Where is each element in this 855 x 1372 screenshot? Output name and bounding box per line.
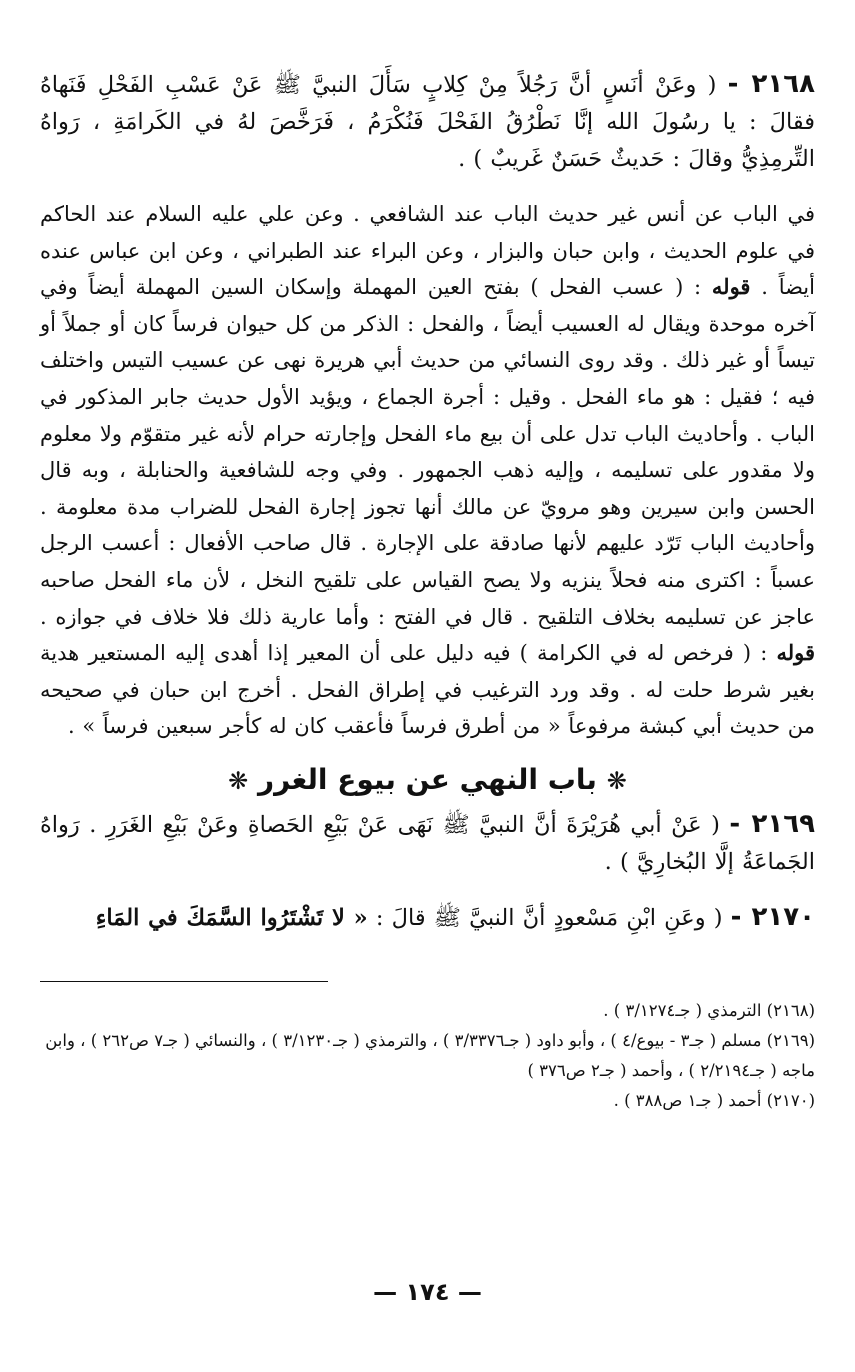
chapter-heading [40, 763, 815, 796]
commentary-text: : ( فرخص له في الكرامة ) فيه دليل على أن المعير إذا أهدى إليه المستعير هدية بغير شرط حلت له . وقد ورد الترغيب في إطراق الفحل . أخرج ابن حبان في صحيحه من حديث أبي كبشة مرفوعاً « من أطرق فرساً فأعقب كان له كأجر سبعين فرساً » . [40, 641, 815, 739]
hadith-text: ( وعَنِ ابْنِ مَسْعودٍ أنَّ النبيَّ ﷺ قالَ : [375, 904, 723, 931]
footnote-2168: (٢١٦٨) الترمذي ( جـ٣/١٢٧٤ ) . [603, 1000, 815, 1020]
hadith-2169 [40, 806, 815, 881]
qawluh-label: قوله [711, 274, 751, 300]
hadith-number: ٢١٦٩ - [729, 808, 816, 839]
hadith-2168 [40, 66, 815, 178]
footnote-2170: (٢١٧٠) أحمد ( جـ١ ص٣٨٨ ) . [613, 1090, 815, 1110]
hadith-text: ( وعَنْ أنَسٍ أنَّ رَجُلاً مِنْ كِلابٍ سَأَلَ النبيَّ ﷺ عَنْ عَسْبِ الفَحْلِ فَنَهاهُ فقالَ : يا رسُولَ الله إنَّا نَطْرُقُ الفَحْلَ فَنُكْرَمُ ، فَرَخَّصَ لهُ في الكَرامَةِ ، رَواهُ التِّرمِذِيُّ وقالَ : حَديثٌ حَسَنٌ غَريبٌ ) . [40, 72, 815, 172]
ornament-icon: ❋ [606, 766, 627, 795]
footnote-2169: (٢١٦٩) مسلم ( جـ٣ - بيوع/٤ ) ، وأبو داود ( جـ٣/٣٣٧٦ ) ، والترمذي ( جـ٣/١٢٣٠ ) ، والنسائي ( جـ٧ ص٢٦٢ ) ، وابن ماجه ( جـ٢/٢١٩٤ ) ، وأحمد ( جـ٢ ص٣٧٦ ) [45, 1030, 815, 1080]
commentary-text: في الباب عن أنس غير حديث الباب عند الشافعي . وعن علي عليه السلام عند الحاكم في علوم الحديث ، وابن حبان والبزار ، وعن البراء عند الطبراني ، وعن ابن عباس عنده أيضاً . [40, 202, 815, 300]
chapter-title: باب النهي عن بيوع الغرر [258, 762, 597, 796]
ornament-icon: ❋ [228, 766, 249, 795]
page-number: — ١٧٤ — [373, 1278, 482, 1306]
qawluh-label: قوله [776, 640, 815, 666]
commentary-text: : ( عسب الفحل ) بفتح العين المهملة وإسكان السين المهملة أيضاً وفي آخره موحدة ويقال له العسيب أيضاً ، والفحل : الذكر من كل حيوان فرساً كان أو جملاً أو تيساً أو غير ذلك . وقد روى النسائي من حديث أبي هريرة نهى عن عسيب التيس واختلف فيه ؛ فقيل : هو ماء الفحل . وقيل : أجرة الجماع ، ويؤيد الأول حديث جابر المذكور في الباب . وأحاديث الباب تدل على أن بيع ماء الفحل وإجارته حرام لأنه غير متقوّم ولا معلوم ولا مقدور على تسليمه ، وإليه ذهب الجمهور . وفي وجه للشافعية والحنابلة ، وبه قال الحسن وابن سيرين وهو مرويّ عن مالك أنها تجوز إجارة الفحل للضراب مدة معلومة . وأحاديث الباب تَرّد عليهم لأنها صادقة على الإجارة . قال صاحب الأفعال : أعسب الرجل عسباً : اكترى منه فحلاً ينزيه ولا يصح القياس على تلقيح النخل ، لأن ماء الفحل صاحبه عاجز عن تسليمه بخلاف التلقيح . قال في الفتح : وأما عارية ذلك فلا خلاف في جوازه . [40, 275, 815, 629]
hadith-number: ٢١٦٨ - [727, 69, 816, 99]
hadith-2170 [40, 899, 815, 937]
commentary [40, 196, 815, 745]
hadith-quote: « لا تَشْتَرُوا السَّمَكَ في المَاءِ [95, 904, 368, 931]
hadith-text: ( عَنْ أبي هُرَيْرَةَ أنَّ النبيَّ ﷺ نَهَى عَنْ بَيْعِ الحَصاةِ وعَنْ بَيْعِ الغَرَرِ . رَواهُ الجَماعَةُ إلَّا البُخارِيَّ ) . [40, 811, 815, 875]
footnotes [40, 996, 815, 1116]
hadith-number: ٢١٧٠ - [730, 901, 815, 932]
footnote-divider [40, 981, 328, 982]
